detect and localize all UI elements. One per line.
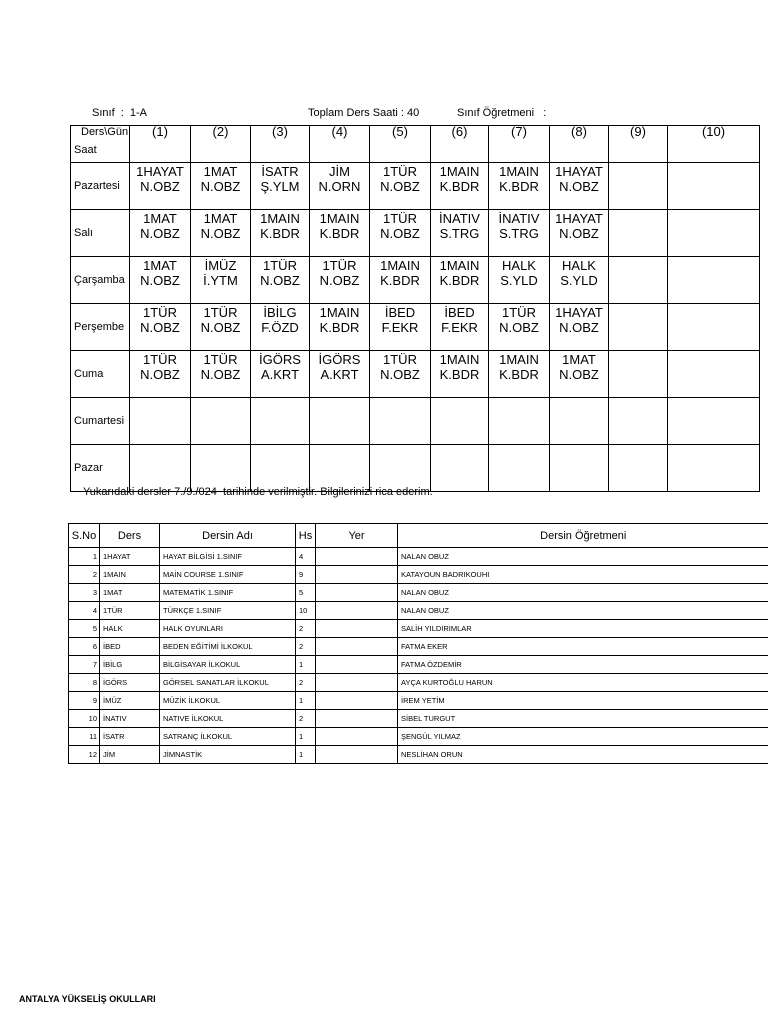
lesson-code: 1MAT	[143, 211, 177, 226]
weekly-schedule-table	[70, 125, 760, 492]
day-label: Cumartesi	[71, 398, 130, 445]
day-label: Salı	[71, 210, 130, 257]
schedule-cell	[370, 398, 431, 445]
schedule-cell	[668, 398, 760, 445]
teacher-code: N.OBZ	[200, 226, 241, 241]
course-hours: 2	[296, 674, 316, 692]
schedule-cell	[489, 445, 550, 492]
course-teacher: ŞENGÜL YILMAZ	[398, 728, 768, 746]
schedule-cell	[370, 163, 431, 210]
teacher-code: A.KRT	[320, 367, 359, 382]
lesson-code: 1MAIN	[439, 164, 480, 179]
total-hours-label: Toplam Ders Saati : 40	[308, 107, 420, 119]
schedule-cell	[550, 163, 609, 210]
course-name: HAYAT BİLGİSİ 1.SINIF	[160, 548, 296, 566]
course-list-table	[68, 523, 768, 764]
lesson-code: 1MAIN	[260, 211, 300, 226]
course-hours: 1	[296, 728, 316, 746]
course-code: İGÖRS	[100, 674, 160, 692]
schedule-cell	[609, 351, 668, 398]
lesson-code: İBİLG	[263, 305, 297, 320]
lesson-code: 1MAIN	[319, 305, 360, 320]
lesson-code: 1TÜR	[383, 352, 417, 367]
schedule-cell	[191, 163, 251, 210]
course-code: İBED	[100, 638, 160, 656]
time-cell	[668, 139, 760, 163]
teacher-code: F.ÖZD	[261, 320, 299, 335]
schedule-cell	[489, 163, 550, 210]
schedule-cell	[609, 163, 668, 210]
course-code: 1MAIN	[100, 566, 160, 584]
schedule-cell	[130, 445, 191, 492]
course-room	[316, 674, 398, 692]
schedule-cell	[191, 398, 251, 445]
lesson-code: 1MAT	[562, 352, 596, 367]
course-name: TÜRKÇE 1.SINIF	[160, 602, 296, 620]
time-cell	[130, 139, 191, 163]
schedule-cell	[310, 398, 370, 445]
corner-header: Ders\Gün	[71, 126, 130, 140]
schedule-cell	[431, 445, 489, 492]
course-sno: 12	[69, 746, 100, 764]
schedule-cell	[370, 210, 431, 257]
lesson-code: 1MAT	[143, 258, 177, 273]
day-label: Pazartesi	[71, 163, 130, 210]
teacher-code: N.OBZ	[380, 226, 420, 241]
schedule-cell	[431, 257, 489, 304]
schedule-cell	[668, 445, 760, 492]
lesson-code: 1HAYAT	[136, 164, 184, 179]
schedule-cell	[609, 398, 668, 445]
course-sno: 11	[69, 728, 100, 746]
schedule-cell	[191, 445, 251, 492]
schedule-cell	[431, 163, 489, 210]
schedule-cell	[251, 351, 310, 398]
teacher-code: F.EKR	[381, 320, 419, 335]
schedule-cell	[489, 257, 550, 304]
course-sno: 3	[69, 584, 100, 602]
lesson-code: 1MAT	[203, 211, 238, 226]
schedule-cell	[251, 304, 310, 351]
lesson-code: 1TÜR	[383, 164, 417, 179]
lesson-code: 1TÜR	[203, 305, 238, 320]
course-room	[316, 728, 398, 746]
course-name: NATIVE İLKOKUL	[160, 710, 296, 728]
course-teacher: SİBEL TURGUT	[398, 710, 768, 728]
period-header: (6)	[431, 126, 489, 140]
schedule-cell	[370, 351, 431, 398]
schedule-cell	[191, 210, 251, 257]
course-teacher: NALAN OBUZ	[398, 548, 768, 566]
lesson-code: HALK	[562, 258, 596, 273]
teacher-code: N.OBZ	[380, 179, 420, 194]
teacher-code: N.OBZ	[559, 179, 599, 194]
lesson-code: 1TÜR	[143, 305, 177, 320]
table-row	[69, 638, 768, 656]
course-code: İSATR	[100, 728, 160, 746]
schedule-cell	[609, 210, 668, 257]
teacher-code: N.ORN	[318, 179, 361, 194]
lesson-code: İBED	[444, 305, 475, 320]
day-label: Perşembe	[71, 304, 130, 351]
time-cell	[550, 139, 609, 163]
course-name: SATRANÇ İLKOKUL	[160, 728, 296, 746]
teacher-code: N.OBZ	[559, 367, 599, 382]
schedule-cell	[310, 445, 370, 492]
course-column-header: Dersin Öğretmeni	[398, 524, 768, 548]
schedule-cell	[431, 398, 489, 445]
teacher-code: N.OBZ	[260, 273, 300, 288]
course-name: BEDEN EĞİTİMİ İLKOKUL	[160, 638, 296, 656]
teacher-code: N.OBZ	[559, 320, 599, 335]
course-hours: 5	[296, 584, 316, 602]
course-room	[316, 710, 398, 728]
table-row	[69, 620, 768, 638]
teacher-code: N.OBZ	[559, 226, 599, 241]
schedule-cell	[668, 351, 760, 398]
schedule-cell	[489, 351, 550, 398]
schedule-cell	[550, 257, 609, 304]
table-row	[69, 566, 768, 584]
course-hours: 1	[296, 656, 316, 674]
schedule-cell	[550, 398, 609, 445]
teacher-code: S.TRG	[499, 226, 539, 241]
time-cell	[370, 139, 431, 163]
schedule-cell	[609, 304, 668, 351]
course-name: MATEMATİK 1.SINIF	[160, 584, 296, 602]
schedule-cell	[310, 163, 370, 210]
teacher-code: N.OBZ	[200, 179, 241, 194]
schedule-cell	[668, 163, 760, 210]
course-code: İBİLG	[100, 656, 160, 674]
table-row	[69, 548, 768, 566]
course-code: İMÜZ	[100, 692, 160, 710]
course-room	[316, 656, 398, 674]
table-row	[69, 584, 768, 602]
saat-label: Saat	[71, 139, 130, 163]
schedule-cell	[130, 163, 191, 210]
course-room	[316, 692, 398, 710]
course-hours: 10	[296, 602, 316, 620]
teacher-code: N.OBZ	[140, 320, 180, 335]
course-teacher: NALAN OBUZ	[398, 584, 768, 602]
course-name: MÜZİK İLKOKUL	[160, 692, 296, 710]
schedule-cell	[191, 304, 251, 351]
schedule-cell	[668, 304, 760, 351]
schedule-cell	[251, 163, 310, 210]
time-cell	[310, 139, 370, 163]
course-column-header: Yer	[316, 524, 398, 548]
schedule-cell	[668, 210, 760, 257]
course-sno: 6	[69, 638, 100, 656]
lesson-code: İNATIV	[498, 211, 540, 226]
teacher-code: N.OBZ	[499, 320, 539, 335]
time-cell	[609, 139, 668, 163]
schedule-cell	[251, 398, 310, 445]
class-label: Sınıf : 1-A	[92, 107, 148, 119]
schedule-cell	[609, 257, 668, 304]
teacher-code: K.BDR	[439, 179, 480, 194]
table-row	[69, 728, 768, 746]
schedule-cell	[310, 351, 370, 398]
schedule-cell	[431, 351, 489, 398]
lesson-code: İGÖRS	[318, 352, 361, 367]
course-room	[316, 620, 398, 638]
course-sno: 2	[69, 566, 100, 584]
teacher-code: A.KRT	[260, 367, 300, 382]
lesson-code: İMÜZ	[204, 258, 237, 273]
teacher-code: K.BDR	[439, 273, 480, 288]
course-sno: 5	[69, 620, 100, 638]
schedule-note: Yukarıdaki dersler 7./9./024 tarihinde verilmiştir. Bilgilerinizi rica ederim.	[83, 486, 433, 498]
course-sno: 8	[69, 674, 100, 692]
schedule-cell	[310, 210, 370, 257]
course-hours: 2	[296, 710, 316, 728]
teacher-code: F.EKR	[441, 320, 478, 335]
time-cell	[489, 139, 550, 163]
schedule-cell	[310, 257, 370, 304]
course-code: 1TÜR	[100, 602, 160, 620]
schedule-cell	[550, 445, 609, 492]
course-sno: 1	[69, 548, 100, 566]
lesson-code: 1MAT	[203, 164, 238, 179]
schedule-cell	[609, 445, 668, 492]
teacher-code: N.OBZ	[380, 367, 420, 382]
course-room	[316, 584, 398, 602]
lesson-code: 1TÜR	[203, 352, 238, 367]
teacher-code: S.YLD	[560, 273, 598, 288]
table-row	[69, 656, 768, 674]
course-name: MAİN COURSE 1.SINIF	[160, 566, 296, 584]
schedule-cell	[130, 257, 191, 304]
schedule-cell	[130, 210, 191, 257]
schedule-cell	[489, 304, 550, 351]
schedule-cell	[251, 445, 310, 492]
lesson-code: 1MAIN	[499, 164, 539, 179]
course-teacher: KATAYOUN BADRIKOUHI	[398, 566, 768, 584]
course-hours: 1	[296, 746, 316, 764]
period-header: (5)	[370, 126, 431, 140]
table-row	[69, 692, 768, 710]
course-column-header: Dersin Adı	[160, 524, 296, 548]
teacher-code: N.OBZ	[200, 320, 241, 335]
teacher-code: N.OBZ	[140, 367, 180, 382]
schedule-cell	[431, 210, 489, 257]
day-label: Çarşamba	[71, 257, 130, 304]
teacher-code: Ş.YLM	[260, 179, 300, 194]
period-header: (3)	[251, 126, 310, 140]
course-name: GÖRSEL SANATLAR İLKOKUL	[160, 674, 296, 692]
schedule-cell	[550, 304, 609, 351]
teacher-code: K.BDR	[499, 179, 539, 194]
time-cell	[251, 139, 310, 163]
course-sno: 10	[69, 710, 100, 728]
lesson-code: İBED	[384, 305, 416, 320]
schedule-cell	[130, 351, 191, 398]
course-column-header: S.No	[69, 524, 100, 548]
course-teacher: SALİH YILDIRIMLAR	[398, 620, 768, 638]
school-name-footer: ANTALYA YÜKSELİŞ OKULLARI	[19, 994, 156, 1004]
teacher-code: K.BDR	[319, 226, 360, 241]
lesson-code: 1TÜR	[322, 258, 357, 273]
lesson-code: İNATIV	[439, 211, 480, 226]
teacher-code: S.YLD	[500, 273, 538, 288]
course-sno: 7	[69, 656, 100, 674]
teacher-code: K.BDR	[319, 320, 360, 335]
teacher-code: N.OBZ	[200, 367, 241, 382]
lesson-code: İSATR	[261, 164, 299, 179]
course-sno: 9	[69, 692, 100, 710]
schedule-cell	[310, 304, 370, 351]
table-row	[69, 746, 768, 764]
course-code: 1HAYAT	[100, 548, 160, 566]
schedule-cell	[431, 304, 489, 351]
teacher-code: K.BDR	[439, 367, 480, 382]
course-teacher: FATMA ÖZDEMİR	[398, 656, 768, 674]
schedule-cell	[668, 257, 760, 304]
course-sno: 4	[69, 602, 100, 620]
class-teacher-label: Sınıf Öğretmeni :	[457, 107, 547, 119]
schedule-cell	[550, 351, 609, 398]
lesson-code: 1MAIN	[380, 258, 420, 273]
lesson-code: İGÖRS	[259, 352, 301, 367]
schedule-cell	[251, 257, 310, 304]
course-room	[316, 566, 398, 584]
teacher-code: K.BDR	[380, 273, 420, 288]
course-hours: 9	[296, 566, 316, 584]
teacher-code: İ.YTM	[203, 273, 238, 288]
course-hours: 4	[296, 548, 316, 566]
time-cell	[431, 139, 489, 163]
lesson-code: 1MAIN	[439, 258, 480, 273]
course-column-header: Ders	[100, 524, 160, 548]
lesson-code: 1MAIN	[499, 352, 539, 367]
table-row	[69, 602, 768, 620]
lesson-code: 1HAYAT	[555, 164, 603, 179]
lesson-code: 1MAIN	[439, 352, 480, 367]
period-header: (10)	[668, 126, 760, 140]
course-code: HALK	[100, 620, 160, 638]
course-room	[316, 746, 398, 764]
day-label: Cuma	[71, 351, 130, 398]
course-room	[316, 548, 398, 566]
teacher-code: N.OBZ	[140, 179, 180, 194]
course-teacher: NESLİHAN ORUN	[398, 746, 768, 764]
schedule-cell	[370, 445, 431, 492]
course-code: 1MAT	[100, 584, 160, 602]
schedule-cell	[370, 304, 431, 351]
period-header: (7)	[489, 126, 550, 140]
schedule-cell	[251, 210, 310, 257]
lesson-code: 1MAIN	[319, 211, 360, 226]
schedule-cell	[191, 257, 251, 304]
course-teacher: İREM YETİM	[398, 692, 768, 710]
lesson-code: 1HAYAT	[555, 305, 603, 320]
course-name: HALK OYUNLARI	[160, 620, 296, 638]
teacher-code: N.OBZ	[140, 226, 180, 241]
period-header: (8)	[550, 126, 609, 140]
course-room	[316, 602, 398, 620]
lesson-code: 1TÜR	[383, 211, 417, 226]
time-cell	[191, 139, 251, 163]
teacher-code: K.BDR	[260, 226, 300, 241]
teacher-code: N.OBZ	[319, 273, 360, 288]
schedule-cell	[489, 210, 550, 257]
teacher-code: K.BDR	[499, 367, 539, 382]
lesson-code: 1TÜR	[263, 258, 297, 273]
course-hours: 2	[296, 620, 316, 638]
course-name: JİMNASTİK	[160, 746, 296, 764]
period-header: (9)	[609, 126, 668, 140]
course-room	[316, 638, 398, 656]
course-teacher: FATMA EKER	[398, 638, 768, 656]
course-teacher: NALAN OBUZ	[398, 602, 768, 620]
period-header: (4)	[310, 126, 370, 140]
schedule-cell	[550, 210, 609, 257]
schedule-cell	[130, 398, 191, 445]
lesson-code: JİM	[329, 164, 350, 179]
table-row	[69, 674, 768, 692]
teacher-code: S.TRG	[439, 226, 480, 241]
course-name: BİLGİSAYAR İLKOKUL	[160, 656, 296, 674]
lesson-code: 1TÜR	[143, 352, 177, 367]
day-label: Pazar	[71, 445, 130, 492]
course-hours: 2	[296, 638, 316, 656]
lesson-code: 1HAYAT	[555, 211, 603, 226]
course-hours: 1	[296, 692, 316, 710]
course-column-header: Hs	[296, 524, 316, 548]
course-code: JİM	[100, 746, 160, 764]
teacher-code: N.OBZ	[140, 273, 180, 288]
course-teacher: AYÇA KURTOĞLU HARUN	[398, 674, 768, 692]
lesson-code: HALK	[502, 258, 536, 273]
lesson-code: 1TÜR	[502, 305, 536, 320]
schedule-cell	[489, 398, 550, 445]
course-code: İNATIV	[100, 710, 160, 728]
schedule-cell	[370, 257, 431, 304]
schedule-cell	[130, 304, 191, 351]
period-header: (2)	[191, 126, 251, 140]
table-row	[69, 710, 768, 728]
period-header: (1)	[130, 126, 191, 140]
schedule-cell	[191, 351, 251, 398]
